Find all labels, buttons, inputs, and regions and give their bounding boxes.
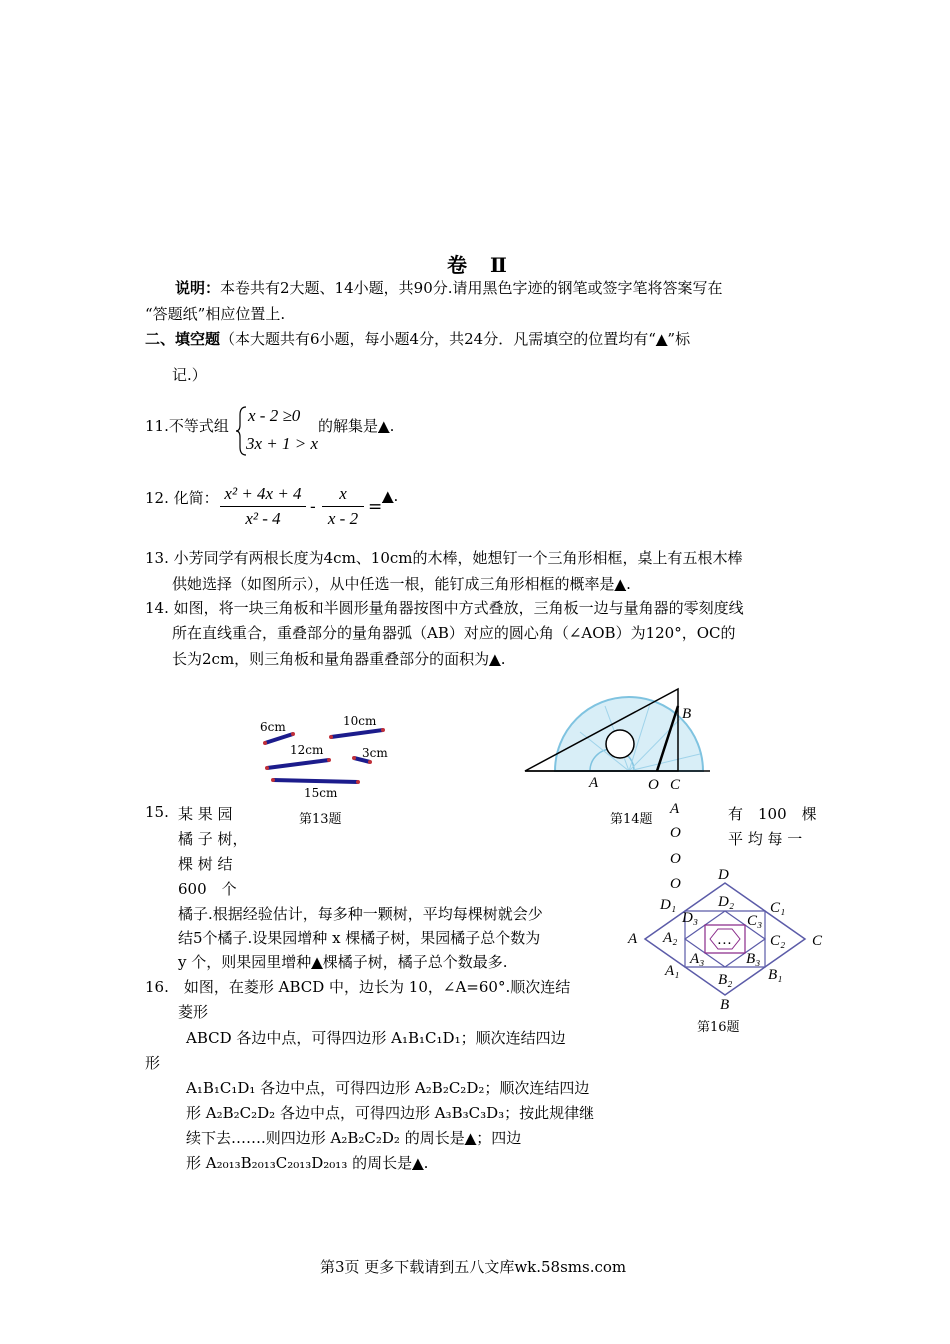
q16-line7 bbox=[186, 1127, 521, 1148]
q13-text: 供她选择（如图所示），从中任选一根，能钉成三角形相框的概率是 bbox=[172, 575, 615, 593]
label-A2: A₂ bbox=[663, 930, 678, 946]
instructions-line2: “答题纸”相应位置上. bbox=[145, 305, 286, 323]
q15-line3: 棵 树 结 bbox=[178, 855, 233, 873]
label-D: D bbox=[718, 867, 729, 883]
q16-end: . bbox=[423, 1154, 429, 1172]
label-D2: D₂ bbox=[718, 894, 735, 910]
q15-line6: 结5个橘子.设果园增种 x 棵橘子树，果园橘子总个数为 bbox=[178, 929, 541, 947]
answer-blank: ▲ bbox=[382, 487, 394, 505]
instructions-line1: 本卷共有2大题、14小题，共90分.请用黑色字迹的钢笔或签字笔将答案写在 bbox=[220, 279, 723, 297]
label-B2: B₂ bbox=[718, 972, 733, 988]
q15-line1: 某 果 园 bbox=[178, 805, 233, 823]
q15-line4: 600 个 bbox=[178, 880, 237, 898]
q16-line2: 菱形 bbox=[178, 1003, 209, 1021]
fraction-1 bbox=[220, 484, 306, 529]
section-desc: （本大题共有6小题，每小题4分，共24分．凡需填空的位置均有“ bbox=[220, 330, 656, 348]
q14-line2: 所在直线重合，重叠部分的量角器弧（AB）对应的圆心角（∠AOB）为120°，OC的 bbox=[172, 624, 736, 642]
q15-right2: 平 均 每 一 bbox=[728, 830, 803, 848]
q14-line1: 14. 如图，将一块三角板和半圆形量角器按图中方式叠放，三角板一边与量角器的零刻度线 bbox=[145, 599, 744, 617]
label-C: C bbox=[670, 777, 681, 793]
q15-number: 15. bbox=[145, 803, 169, 821]
q11-suffix: 的解集是 bbox=[318, 417, 379, 435]
q15-text-b: 棵橘子树，橘子总个数最多. bbox=[322, 953, 508, 971]
section-header bbox=[145, 328, 690, 349]
stick-label: 6cm bbox=[260, 720, 286, 734]
q15-line5: 橘子.根据经验估计，每多种一颗树，平均每棵树就会少 bbox=[178, 905, 543, 923]
q15-right1: 有 100 棵 bbox=[728, 805, 817, 823]
q13-end: . bbox=[626, 575, 631, 593]
section-label: 二、填空题 bbox=[145, 330, 221, 348]
figure-14-caption: 第14题 bbox=[610, 812, 653, 827]
q14-end: . bbox=[500, 650, 506, 668]
page-title: 卷 Ⅱ bbox=[447, 253, 515, 277]
q16-text-c: 形 A₂₀₁₃B₂₀₁₃C₂₀₁₃D₂₀₁₃ 的周长是 bbox=[186, 1154, 413, 1172]
label-B1: B₁ bbox=[768, 967, 783, 983]
q16-line3: ABCD 各边中点，可得四边形 A₁B₁C₁D₁；顺次连结四边 bbox=[186, 1029, 566, 1047]
q11-ineq2: 3x + 1 > x bbox=[246, 434, 319, 453]
q16-line6: 形 A₂B₂C₂D₂ 各边中点，可得四边形 A₃B₃C₃D₃；按此规律继 bbox=[186, 1104, 595, 1122]
label-B: B bbox=[720, 997, 730, 1013]
stick-10cm bbox=[331, 730, 383, 737]
q12-prefix: 12. 化简： bbox=[145, 489, 219, 507]
label-C2: C₂ bbox=[770, 933, 786, 949]
stray-label: O bbox=[670, 825, 681, 841]
stick-label: 15cm bbox=[304, 786, 338, 800]
stick-label: 10cm bbox=[343, 714, 377, 728]
fraction-1-numerator: x² + 4x + 4 bbox=[224, 484, 302, 503]
figure-14-protractor bbox=[520, 684, 720, 776]
q16-line1: 16. 如图，在菱形 ABCD 中，边长为 10，∠A=60°.顺次连结 bbox=[145, 978, 571, 996]
figure-13-caption: 第13题 bbox=[299, 812, 342, 827]
instructions-label: 说明： bbox=[175, 279, 221, 297]
fraction-1-denominator: x² - 4 bbox=[245, 509, 281, 528]
stray-label: O bbox=[670, 851, 681, 867]
answer-blank: ▲ bbox=[489, 650, 501, 668]
answer-blank: ▲ bbox=[412, 1154, 424, 1172]
label-A1: A₁ bbox=[665, 963, 680, 979]
q12-end: . bbox=[393, 487, 399, 505]
answer-blank: ▲ bbox=[311, 953, 323, 971]
fraction-2 bbox=[322, 484, 364, 529]
page-footer: 第3页 更多下载请到五八文库wk.58sms.com bbox=[320, 1258, 627, 1276]
q11-end: . bbox=[389, 417, 395, 435]
q15-line7 bbox=[178, 951, 508, 972]
answer-blank: ▲ bbox=[464, 1129, 477, 1147]
q16-line8 bbox=[186, 1152, 428, 1173]
stick-label: 12cm bbox=[290, 743, 324, 757]
stick-12cm bbox=[267, 760, 329, 768]
fraction-2-numerator: x bbox=[339, 484, 347, 503]
stick-6cm bbox=[265, 734, 293, 743]
label-ellipsis: … bbox=[718, 932, 732, 948]
answer-blank: ▲ bbox=[614, 575, 627, 593]
answer-blank: ▲ bbox=[655, 330, 668, 348]
q14-line3 bbox=[172, 648, 506, 669]
label-O: O bbox=[648, 777, 659, 793]
label-A: A bbox=[628, 931, 638, 947]
q16-text-b: ；四边 bbox=[476, 1129, 522, 1147]
label-B: B bbox=[682, 706, 692, 722]
label-C3: C₃ bbox=[747, 913, 763, 929]
label-A: A bbox=[589, 775, 599, 791]
instructions bbox=[175, 277, 723, 298]
q11-answer bbox=[318, 415, 394, 436]
section-desc-end: ”标 bbox=[667, 330, 691, 348]
label-D3: D₃ bbox=[682, 910, 699, 926]
minus-sign: - bbox=[310, 497, 316, 517]
equals-sign: = bbox=[368, 497, 383, 517]
q13-line1: 13. 小芳同学有两根长度为4cm、10cm的木棒，她想钉一个三角形相框，桌上有五根木棒 bbox=[145, 549, 743, 567]
label-C1: C₁ bbox=[770, 900, 786, 916]
stray-label: O bbox=[670, 876, 681, 892]
stray-label: A bbox=[670, 801, 680, 817]
fraction-2-denominator: x - 2 bbox=[327, 509, 359, 528]
q12-answer bbox=[382, 487, 398, 505]
q16-line5: A₁B₁C₁D₁ 各边中点，可得四边形 A₂B₂C₂D₂；顺次连结四边 bbox=[186, 1079, 590, 1097]
stick-label: 3cm bbox=[362, 746, 388, 760]
q16-text: 续下去…….则四边形 A₂B₂C₂D₂ 的周长是 bbox=[186, 1129, 465, 1147]
q15-text-a: y 个，则果园里增种 bbox=[178, 953, 312, 971]
q14-text: 长为2cm，则三角板和量角器重叠部分的面积为 bbox=[172, 650, 490, 668]
label-A3: A₃ bbox=[690, 951, 705, 967]
stick-15cm bbox=[273, 780, 358, 782]
q15-line2: 橘 子 树， bbox=[178, 830, 248, 848]
section-desc-2: 记.） bbox=[172, 366, 207, 384]
label-C: C bbox=[812, 933, 823, 949]
figure-16-caption: 第16题 bbox=[697, 1020, 740, 1035]
q11-ineq1: x - 2 ≥0 bbox=[248, 406, 301, 425]
answer-blank: ▲ bbox=[378, 417, 390, 435]
q16-line4: 形 bbox=[145, 1054, 161, 1072]
q11-prefix: 11.不等式组 bbox=[145, 417, 229, 435]
q13-line2 bbox=[172, 573, 631, 594]
label-B3: B₃ bbox=[746, 951, 761, 967]
label-D1: D₁ bbox=[660, 897, 677, 913]
